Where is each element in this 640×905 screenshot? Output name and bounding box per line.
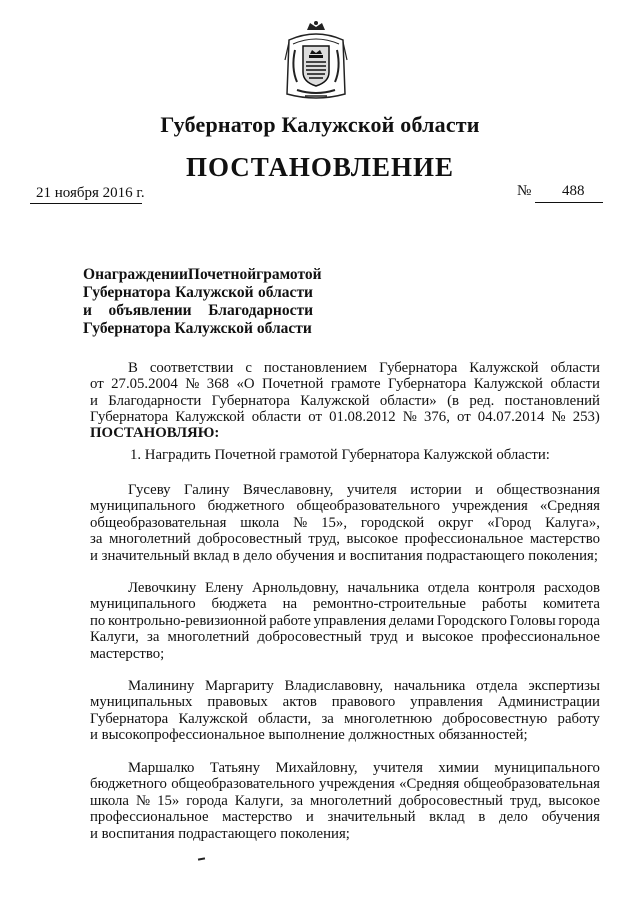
text-line [90,629,600,645]
word: начальника [393,678,466,694]
text-line [90,376,600,392]
word: муниципального [90,596,196,613]
word: актов [282,694,317,711]
word: многолетнюю [344,710,433,727]
scan-mark [198,857,205,860]
awardee-paragraph [90,482,600,564]
word: профессиональное [90,809,209,826]
word: обучения [541,809,600,826]
word: области [550,376,600,393]
text-line [90,776,600,792]
word: общеобразовательная [90,514,227,531]
document-type: ПОСТАНОВЛЕНИЕ [185,152,455,182]
word: Городского [436,612,507,629]
word: бюджетного [207,498,285,515]
preamble-paragraph [90,360,600,426]
word: вклад [429,809,465,826]
word: добросовестную [442,710,548,727]
word: и [405,629,414,646]
word: экспертизы [528,678,600,694]
word: 253) [572,409,600,426]
word: 15», [321,514,348,531]
word: Маршалко [128,760,195,776]
word: мастерство [529,531,600,548]
word: учителя [346,482,397,498]
word: муниципального [494,760,600,776]
text-line [90,678,600,694]
word: работу [557,710,600,727]
word: В [128,360,138,376]
word: Благодарности [108,392,202,409]
word: Губернатора [90,710,169,727]
word: и [305,809,314,826]
awardee-paragraph [90,760,600,842]
word: «О [236,376,255,393]
word: Михайловну, [275,760,358,776]
word: «Город [487,514,532,531]
word: добросовестный [257,629,362,646]
word: (в [447,392,459,409]
word: города [558,612,600,629]
word: Левочкину [128,580,197,596]
word: № [135,792,151,809]
awardee-paragraph [90,580,600,662]
word: Губернатора [379,360,458,376]
word: Калужской [178,710,248,727]
word: Елену [204,580,244,596]
word: муниципальных [90,694,193,711]
text-line: мастерство; [90,645,165,662]
word: бюджета [211,596,267,613]
word: постановлением [263,360,368,376]
word: учреждения [319,776,395,793]
word: высокое [346,531,399,548]
word: муниципального [90,498,196,515]
word: и [475,482,483,498]
word: бюджетного [90,776,167,793]
word: учреждения [452,498,528,515]
word: Калужской [473,376,543,393]
word: правового [331,694,396,711]
issuer-title: Губернатор Калужской области [160,112,480,137]
text-line [90,596,600,612]
word: управления [410,694,483,711]
word: 15» [157,792,180,809]
word: значительный [327,809,416,826]
word: Калуга», [545,514,600,531]
word: Губернатора [388,376,467,393]
word: правовых [207,694,268,711]
word: Головы [509,612,556,629]
word: области [550,360,600,376]
text-line [90,760,600,776]
word: за [321,710,334,727]
word: 01.08.2012 [329,409,396,426]
word: многолетний [309,792,392,809]
text-line [90,515,600,531]
word: начальника [347,580,420,596]
word: № [185,376,200,393]
word: Гусеву [128,482,171,498]
word: округ [438,514,474,531]
word: высокое [548,792,600,809]
word: Калуги, [90,629,139,646]
word: области [258,284,313,301]
word: № [402,409,417,426]
word: городской [360,514,425,531]
word: в [478,809,486,826]
word: Вячеславовну, [242,482,334,498]
text-line [90,809,600,825]
word: учителя [372,760,423,776]
word: работе [269,612,311,629]
word: 04.07.2014 [477,409,545,426]
word: общеобразовательного [171,776,315,793]
word: дело [499,809,528,826]
word: многолетний [167,629,250,646]
text-line [90,498,600,514]
word: Калужской [175,284,254,301]
word: Галину [184,482,230,498]
word: О [83,266,96,283]
word: добросовестный [197,531,302,548]
word: Почетной [187,266,257,283]
word: по [90,612,106,629]
word: работы [481,596,527,613]
text-line [90,711,600,727]
word: «Средняя [539,498,600,515]
word: мастерство [222,809,293,826]
document-subject [83,266,322,338]
word: объявлении [108,302,192,319]
word: отдела [476,678,518,694]
word: ремонтно-строительные [313,596,466,613]
word: и [83,302,92,319]
subject-line [83,284,313,302]
word: делами [388,612,435,629]
word: и [90,392,98,409]
text-line [90,580,600,596]
word: соответствии [149,360,234,376]
word: Калужской [469,360,539,376]
word: за [146,629,160,646]
document-number: 488 [562,183,585,199]
word: ред. [469,392,495,409]
word: за [290,792,304,809]
text-line [90,613,600,629]
word: расходов [543,580,600,596]
text-line: и значительный вклад в дело обучения и воспитания подрастающего поколения; [90,547,598,564]
word: труд, [308,531,340,548]
word: профессиональное [481,629,600,646]
word: Малинину [128,678,195,694]
subject-line: Губернатора Калужской области [83,320,312,337]
word: Татьяну [209,760,261,776]
word: общеобразовательная [463,776,600,793]
word: труд [369,629,398,646]
word: награждении [95,266,188,283]
word: грамотой [256,266,322,283]
word: контрольно-ревизионной [107,612,267,629]
word: обществознания [496,482,600,498]
word: № [551,409,566,426]
word: комитета [542,596,600,613]
word: города [186,792,228,809]
word: школа [240,514,280,531]
word: грамоте [330,376,381,393]
text-line [90,531,600,547]
word: № [293,514,308,531]
word: Калужской [175,409,245,426]
word: отдела [427,580,470,596]
word: 368 [206,376,229,393]
document-date: 21 ноября 2016 г. [36,185,145,201]
word: «Средняя [399,776,460,793]
word: от [457,409,471,426]
word: Арнольдовну, [252,580,339,596]
word: Калуги, [234,792,284,809]
word: постановлений [504,392,600,409]
word: контроля [477,580,536,596]
subject-line [83,302,313,320]
word: школа [90,792,129,809]
word: от [90,376,104,393]
text-line: и воспитания подрастающего поколения; [90,825,350,842]
word: Калужской [300,392,370,409]
text-line [90,694,600,710]
date-underline [30,203,142,204]
word: Губернатора [211,392,290,409]
text-line: и высокопрофессиональное выполнение должностных обязанностей; [90,727,528,744]
coat-of-arms-icon [283,20,349,104]
word: Почетной [262,376,324,393]
word: Губернатора [83,284,171,301]
word: химии [438,760,479,776]
word: общеобразовательного [296,498,441,515]
word: от [308,409,322,426]
word: с [245,360,252,376]
word: профессиональное [404,531,524,548]
subject-line [83,266,322,284]
word: Администрации [497,694,600,711]
resolve-heading: ПОСТАНОВЛЯЮ: [90,425,220,441]
text-line [90,360,600,376]
word: области, [258,710,312,727]
item-1-heading: 1. Наградить Почетной грамотой Губернатора Калужской области: [130,447,550,463]
number-label: № [517,183,532,199]
awardee-paragraph [90,678,600,744]
word: 376, [424,409,450,426]
word: Маргариту [205,678,274,694]
text-line [90,482,600,498]
word: Благодарности [208,302,313,319]
text-line [90,793,600,809]
word: на [282,596,298,613]
word: многолетний [109,531,191,548]
word: добросовестный [398,792,503,809]
number-underline [535,202,603,203]
text-line [90,393,600,409]
word: истории [410,482,462,498]
word: управления [313,612,387,629]
word: Губернатора [90,409,169,426]
text-line [90,409,600,425]
word: высокое [421,629,474,646]
word: области» [379,392,437,409]
word: Владиславовну, [284,678,384,694]
word: области [251,409,302,426]
word: труд, [509,792,542,809]
word: за [90,531,103,548]
word: 27.05.2004 [111,376,178,393]
